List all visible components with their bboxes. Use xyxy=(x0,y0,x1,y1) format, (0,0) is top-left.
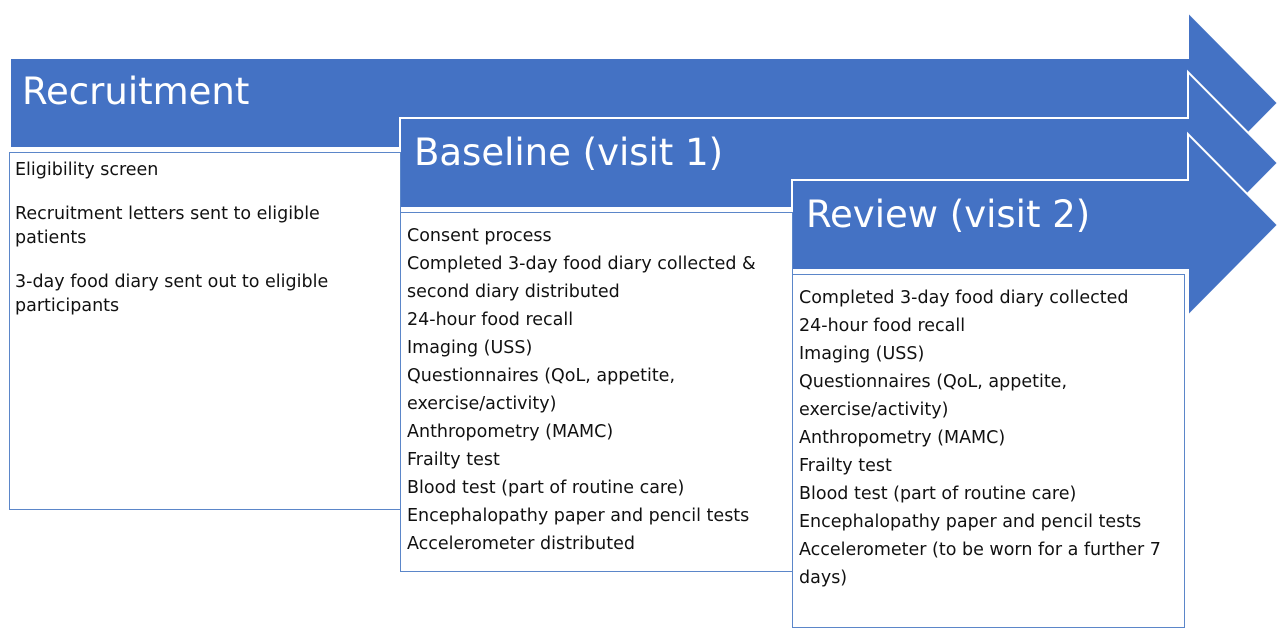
list-item: 3-day food diary sent out to eligible participants xyxy=(15,272,329,316)
list-item: Recruitment letters sent to eligible patients xyxy=(15,204,320,248)
list-item: Completed 3-day food diary collected xyxy=(799,288,1129,308)
list-item: Blood test (part of routine care) xyxy=(407,478,685,498)
list-item: 24-hour food recall xyxy=(407,310,574,330)
list-item: Completed 3-day food diary collected & second diary distributed xyxy=(407,254,756,302)
list-item: Anthropometry (MAMC) xyxy=(407,422,614,442)
list-item: Encephalopathy paper and pencil tests xyxy=(407,506,750,526)
list-item: Imaging (USS) xyxy=(799,344,925,364)
review-list xyxy=(799,284,1169,592)
list-item: Consent process xyxy=(407,226,552,246)
list-item: Accelerometer distributed xyxy=(407,534,635,554)
list-item: Encephalopathy paper and pencil tests xyxy=(799,512,1142,532)
list-item: 24-hour food recall xyxy=(799,316,966,336)
list-item: Eligibility screen xyxy=(15,160,159,180)
list-item: Frailty test xyxy=(407,450,500,470)
list-item: Questionnaires (QoL, appetite, exercise/activity) xyxy=(799,372,1068,420)
list-item: Frailty test xyxy=(799,456,892,476)
list-item: Questionnaires (QoL, appetite, exercise/activity) xyxy=(407,366,676,414)
baseline-list xyxy=(407,222,777,558)
list-item: Imaging (USS) xyxy=(407,338,533,358)
review-title: Review (visit 2) xyxy=(806,193,1091,236)
list-item: Anthropometry (MAMC) xyxy=(799,428,1006,448)
list-item: Blood test (part of routine care) xyxy=(799,484,1077,504)
recruitment-title: Recruitment xyxy=(22,70,250,113)
recruitment-list xyxy=(15,158,375,332)
list-item: Accelerometer (to be worn for a further 7 days) xyxy=(799,540,1161,588)
baseline-title: Baseline (visit 1) xyxy=(414,131,724,174)
